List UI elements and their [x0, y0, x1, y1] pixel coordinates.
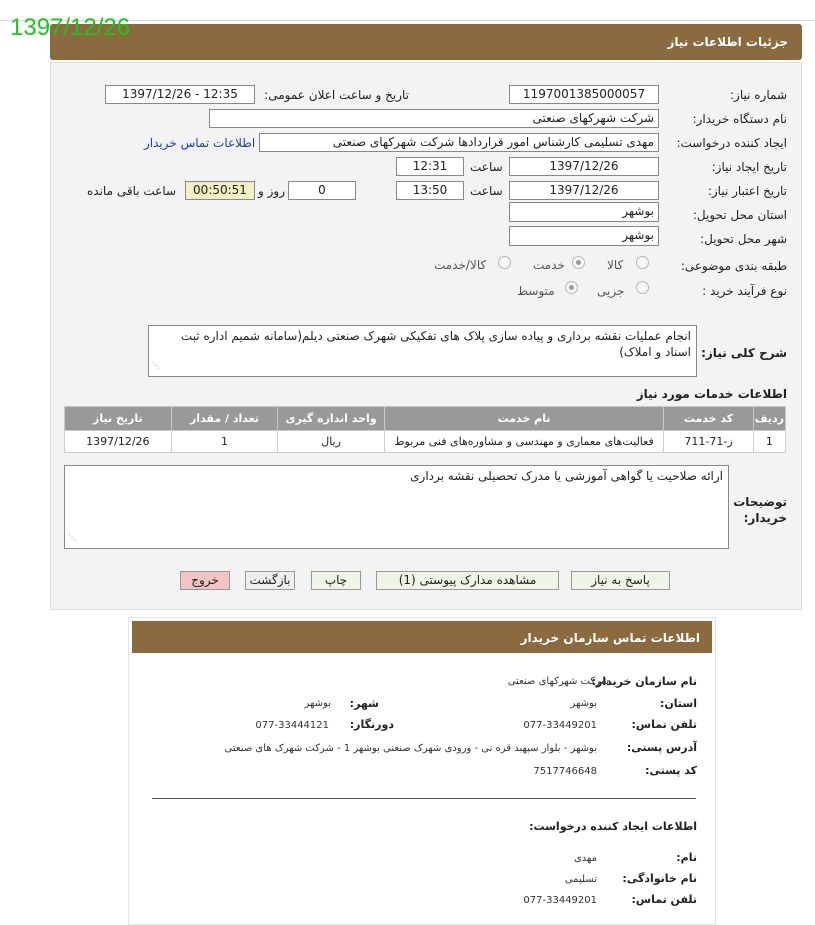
valid-date-label: تاریخ اعتبار نیاز:: [707, 184, 787, 198]
province-field[interactable]: بوشهر: [509, 202, 659, 222]
stamp-date: 1397/12/26: [10, 14, 131, 41]
header-bar: [50, 24, 802, 60]
contact-header-bar: [132, 621, 712, 653]
buyer-notes-textarea[interactable]: [64, 465, 729, 549]
process-label: نوع فرآیند خرید :: [702, 284, 787, 298]
create-time-label: ساعت: [470, 160, 503, 174]
contact-address-value: بوشهر - بلوار سپهبد قره نی - ورودی شهرک صنعتی بوشهر 1 - شرکت شهرک های صنعتی: [224, 743, 597, 754]
creator-label: ایجاد کننده درخواست:: [676, 136, 787, 150]
radio-medium[interactable]: [565, 281, 578, 294]
radio-service-label: خدمت: [533, 258, 565, 272]
cell-quantity: 1: [171, 431, 278, 453]
contact-org-label: نام سازمان خریدار:: [591, 675, 697, 688]
contact-address-label: آدرس پستی:: [626, 741, 697, 754]
radio-service[interactable]: [572, 256, 585, 269]
table-row[interactable]: [65, 431, 786, 453]
contact-postal-value: 7517746648: [533, 766, 597, 777]
create-date-field[interactable]: 1397/12/26: [509, 157, 659, 176]
announce-label: تاریخ و ساعت اعلان عمومی:: [264, 88, 409, 102]
buyer-org-label: نام دستگاه خریدار:: [692, 112, 787, 126]
services-table: [64, 406, 786, 453]
buyer-notes-text: ارائه صلاحیت یا گواهی آموزشی یا مدرک تحصیلی نقشه برداری: [410, 469, 723, 483]
table-header-row: [65, 407, 786, 431]
buyer-notes-label: توضیحات خریدار:: [733, 495, 787, 525]
creator-family-value: تسلیمی: [564, 874, 597, 885]
view-documents-button[interactable]: مشاهده مدارک پیوستی (1): [376, 571, 559, 590]
contact-phone-label: تلفن تماس:: [631, 718, 697, 731]
remaining-time-field[interactable]: 00:50:51: [185, 181, 255, 200]
city-label: شهر محل تحویل:: [700, 232, 787, 246]
category-label: طبقه بندی موضوعی:: [680, 259, 787, 273]
contact-divider: [152, 798, 696, 799]
radio-minor-label: جزیی: [597, 284, 625, 298]
creator-phone-label: تلفن تماس:: [631, 893, 697, 906]
creator-field[interactable]: مهدی تسلیمی کارشناس امور قراردادها شرکت شهرکهای صنعتی: [259, 133, 659, 152]
contact-info-link[interactable]: اطلاعات تماس خریدار: [144, 136, 256, 150]
cell-need-date: 1397/12/26: [65, 431, 172, 453]
contact-postal-label: کد پستی:: [645, 764, 697, 777]
creator-name-label: نام:: [676, 851, 697, 864]
cell-row: 1: [753, 431, 785, 453]
col-need-date: تاریخ نیاز: [65, 407, 172, 431]
contact-fax-label: دورنگار:: [349, 718, 394, 731]
create-time-field[interactable]: 12:31: [396, 157, 464, 176]
contact-title: اطلاعات تماس سازمان خریدار: [520, 631, 700, 645]
create-date-label: تاریخ ایجاد نیاز:: [711, 160, 787, 174]
page-title: جزئیات اطلاعات نیاز: [667, 35, 788, 49]
summary-textarea[interactable]: [148, 325, 697, 377]
contact-province-label: استان:: [660, 697, 697, 710]
contact-city-value: بوشهر: [304, 698, 331, 709]
need-number-label: شماره نیاز:: [730, 88, 787, 102]
summary-text: انجام عملیات نقشه برداری و پیاده سازی پلاک های تفکیکی شهرک صنعتی دیلم(سامانه شمیم اداره ثبت اسناد و املاک): [180, 329, 691, 359]
radio-minor[interactable]: [636, 281, 649, 294]
creator-family-label: نام خانوادگی:: [622, 872, 697, 885]
resize-grip-icon[interactable]: ⋰: [68, 533, 76, 542]
city-field[interactable]: بوشهر: [509, 226, 659, 246]
reply-button[interactable]: پاسخ به نیاز: [571, 571, 670, 590]
cell-service-code: ز-71-711: [664, 431, 754, 453]
radio-medium-label: متوسط: [517, 284, 555, 298]
radio-goods[interactable]: [636, 256, 649, 269]
print-button[interactable]: چاپ: [311, 571, 361, 590]
valid-time-field[interactable]: 13:50: [396, 181, 464, 200]
col-quantity: تعداد / مقدار: [171, 407, 278, 431]
creator-phone-value: 077-33449201: [523, 895, 597, 906]
need-number-field[interactable]: 1197001385000057: [509, 85, 659, 104]
cell-service-name: فعالیت‌های معماری و مهندسی و مشاوره‌های فنی مربوط: [384, 431, 663, 453]
back-button[interactable]: بازگشت: [245, 571, 295, 590]
buyer-org-field[interactable]: شرکت شهرکهای صنعتی: [209, 109, 659, 128]
announce-field[interactable]: 1397/12/26 - 12:35: [105, 85, 255, 104]
contact-org-value: شرکت شهرکهای صنعتی: [507, 676, 609, 687]
valid-date-field[interactable]: 1397/12/26: [509, 181, 659, 200]
summary-label: شرح کلی نیاز:: [701, 346, 787, 360]
radio-goods-service[interactable]: [498, 256, 511, 269]
cell-unit: ریال: [278, 431, 385, 453]
creator-name-value: مهدی: [573, 853, 597, 864]
days-label: روز و: [258, 184, 285, 198]
contact-phone-value: 077-33449201: [523, 720, 597, 731]
col-service-name: نام خدمت: [384, 407, 663, 431]
exit-button[interactable]: خروج: [180, 571, 230, 590]
contact-city-label: شهر:: [349, 697, 379, 710]
remaining-label: ساعت باقی مانده: [87, 184, 177, 198]
col-unit: واحد اندازه گیری: [278, 407, 385, 431]
radio-goods-label: کالا: [607, 258, 624, 272]
valid-time-label: ساعت: [470, 184, 503, 198]
col-row: ردیف: [753, 407, 785, 431]
contact-province-value: بوشهر: [570, 698, 597, 709]
radio-goods-service-label: کالا/خدمت: [434, 258, 487, 272]
creator-info-title: اطلاعات ایجاد کننده درخواست:: [529, 820, 697, 833]
resize-grip-icon[interactable]: ⋰: [152, 361, 160, 370]
services-title: اطلاعات خدمات مورد نیاز: [636, 387, 787, 401]
days-field[interactable]: 0: [288, 181, 356, 200]
col-service-code: کد خدمت: [664, 407, 754, 431]
contact-fax-value: 077-33444121: [255, 720, 329, 731]
province-label: استان محل تحویل:: [692, 208, 787, 222]
